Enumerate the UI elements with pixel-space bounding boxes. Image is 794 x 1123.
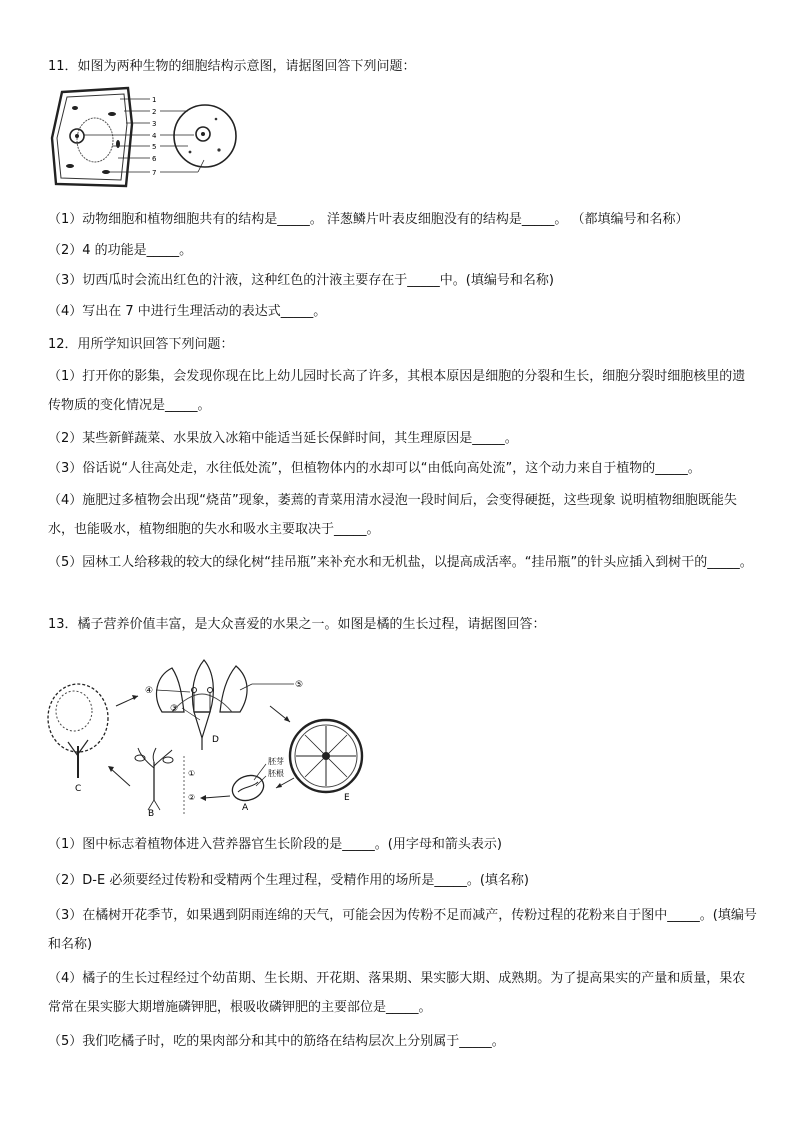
cell-label-1: 1 — [152, 96, 157, 104]
q13-item-3: （3）在橘树开花季节，如果遇到阴雨连绵的天气，可能会因为传粉不足而减产，传粉过程的花粉来自于图中_____。(填编号 和名称) — [48, 908, 757, 952]
label-c: C — [75, 784, 82, 794]
tree-c — [48, 684, 108, 778]
fruit-e — [290, 720, 362, 792]
label-d: D — [212, 735, 219, 745]
q11-item-2: （2）4 的功能是_____。 — [48, 243, 193, 258]
cell-label-4: 4 — [152, 132, 157, 140]
q13-title: 13．橘子营养价值丰富，是大众喜爱的水果之一。如图是橘的生长过程，请据图回答： — [48, 617, 546, 632]
seedling-b — [135, 748, 173, 810]
orange-growth-figure — [44, 656, 374, 818]
label-n2: ② — [188, 793, 196, 802]
q11-title: 11．如图为两种生物的细胞结构示意图，请据图回答下列问题： — [48, 59, 416, 74]
label-n1: ① — [188, 769, 196, 778]
q11-item-4: （4）写出在 7 中进行生理活动的表达式_____。 — [48, 304, 327, 319]
q13-item-4: （4）橘子的生长过程经过个幼苗期、生长期、开花期、落果期、果实膨大期、成熟期。为了提高果实的产量和质量，果农常常在果实膨大期增施磷钾肥，根吸收磷钾肥的主要部位是_____。 — [48, 971, 746, 1015]
q12-item-3: （3）俗话说“人往高处走，水往低处流”，但植物体内的水却可以“由低向高处流”，这个动力来自于植物的_____。 — [48, 461, 701, 476]
q13-item-1: （1）图中标志着植物体进入营养器官生长阶段的是_____。(用字母和箭头表示) — [48, 837, 502, 852]
q12-item-5: （5）园林工人给移栽的较大的绿化树“挂吊瓶”来补充水和无机盐，以提高成活率。“挂吊瓶”的针头应插入到树干的_____。 — [48, 555, 753, 570]
q12-item-1: （1）打开你的影集，会发现你现在比上幼儿园时长高了许多，其根本原因是细胞的分裂和生长，细胞分裂时细胞核里的遗传物质的变化情况是_____。 — [48, 369, 746, 413]
cell-label-6: 6 — [152, 155, 157, 163]
label-n3: ③ — [170, 704, 179, 714]
q13-item-2: （2）D-E 必须要经过传粉和受精两个生理过程，受精作用的场所是_____。(填名称) — [48, 873, 529, 888]
cell-structure-figure — [48, 84, 248, 194]
q12-title: 12．用所学知识回答下列问题： — [48, 337, 234, 352]
label-e: E — [344, 793, 350, 803]
cell-label-7: 7 — [152, 169, 157, 177]
q12-item-2: （2）某些新鲜蔬菜、水果放入冰箱中能适当延长保鲜时间，其生理原因是_____。 — [48, 431, 518, 446]
q11-item-3: （3）切西瓜时会流出红色的汁液，这种红色的汁液主要存在于_____中。(填编号和名称) — [48, 273, 554, 288]
label-embryo-root: 胚根 — [268, 769, 284, 778]
label-a: A — [242, 803, 249, 813]
label-embryo-bud: 胚芽 — [268, 757, 284, 766]
label-n4: ④ — [145, 686, 154, 696]
cell-label-3: 3 — [152, 120, 157, 128]
q13-item-5: （5）我们吃橘子时，吃的果肉部分和其中的筋络在结构层次上分别属于_____。 — [48, 1034, 505, 1049]
q12-item-4: （4）施肥过多植物会出现“烧苗”现象，萎蔫的青菜用清水浸泡一段时间后，会变得硬挺，这些现象 说明植物细胞既能失水，也能吸水，植物细胞的失水和吸水主要取决于_____。 — [48, 493, 737, 537]
label-b: B — [148, 809, 155, 818]
cell-label-5: 5 — [152, 143, 157, 151]
seed-a — [229, 771, 267, 804]
q11-item-1: （1）动物细胞和植物细胞共有的结构是_____。 洋葱鳞片叶表皮细胞没有的结构是_____。 （都填编号和名称） — [48, 212, 689, 227]
label-n5: ⑤ — [295, 680, 304, 690]
cell-label-2: 2 — [152, 108, 157, 116]
